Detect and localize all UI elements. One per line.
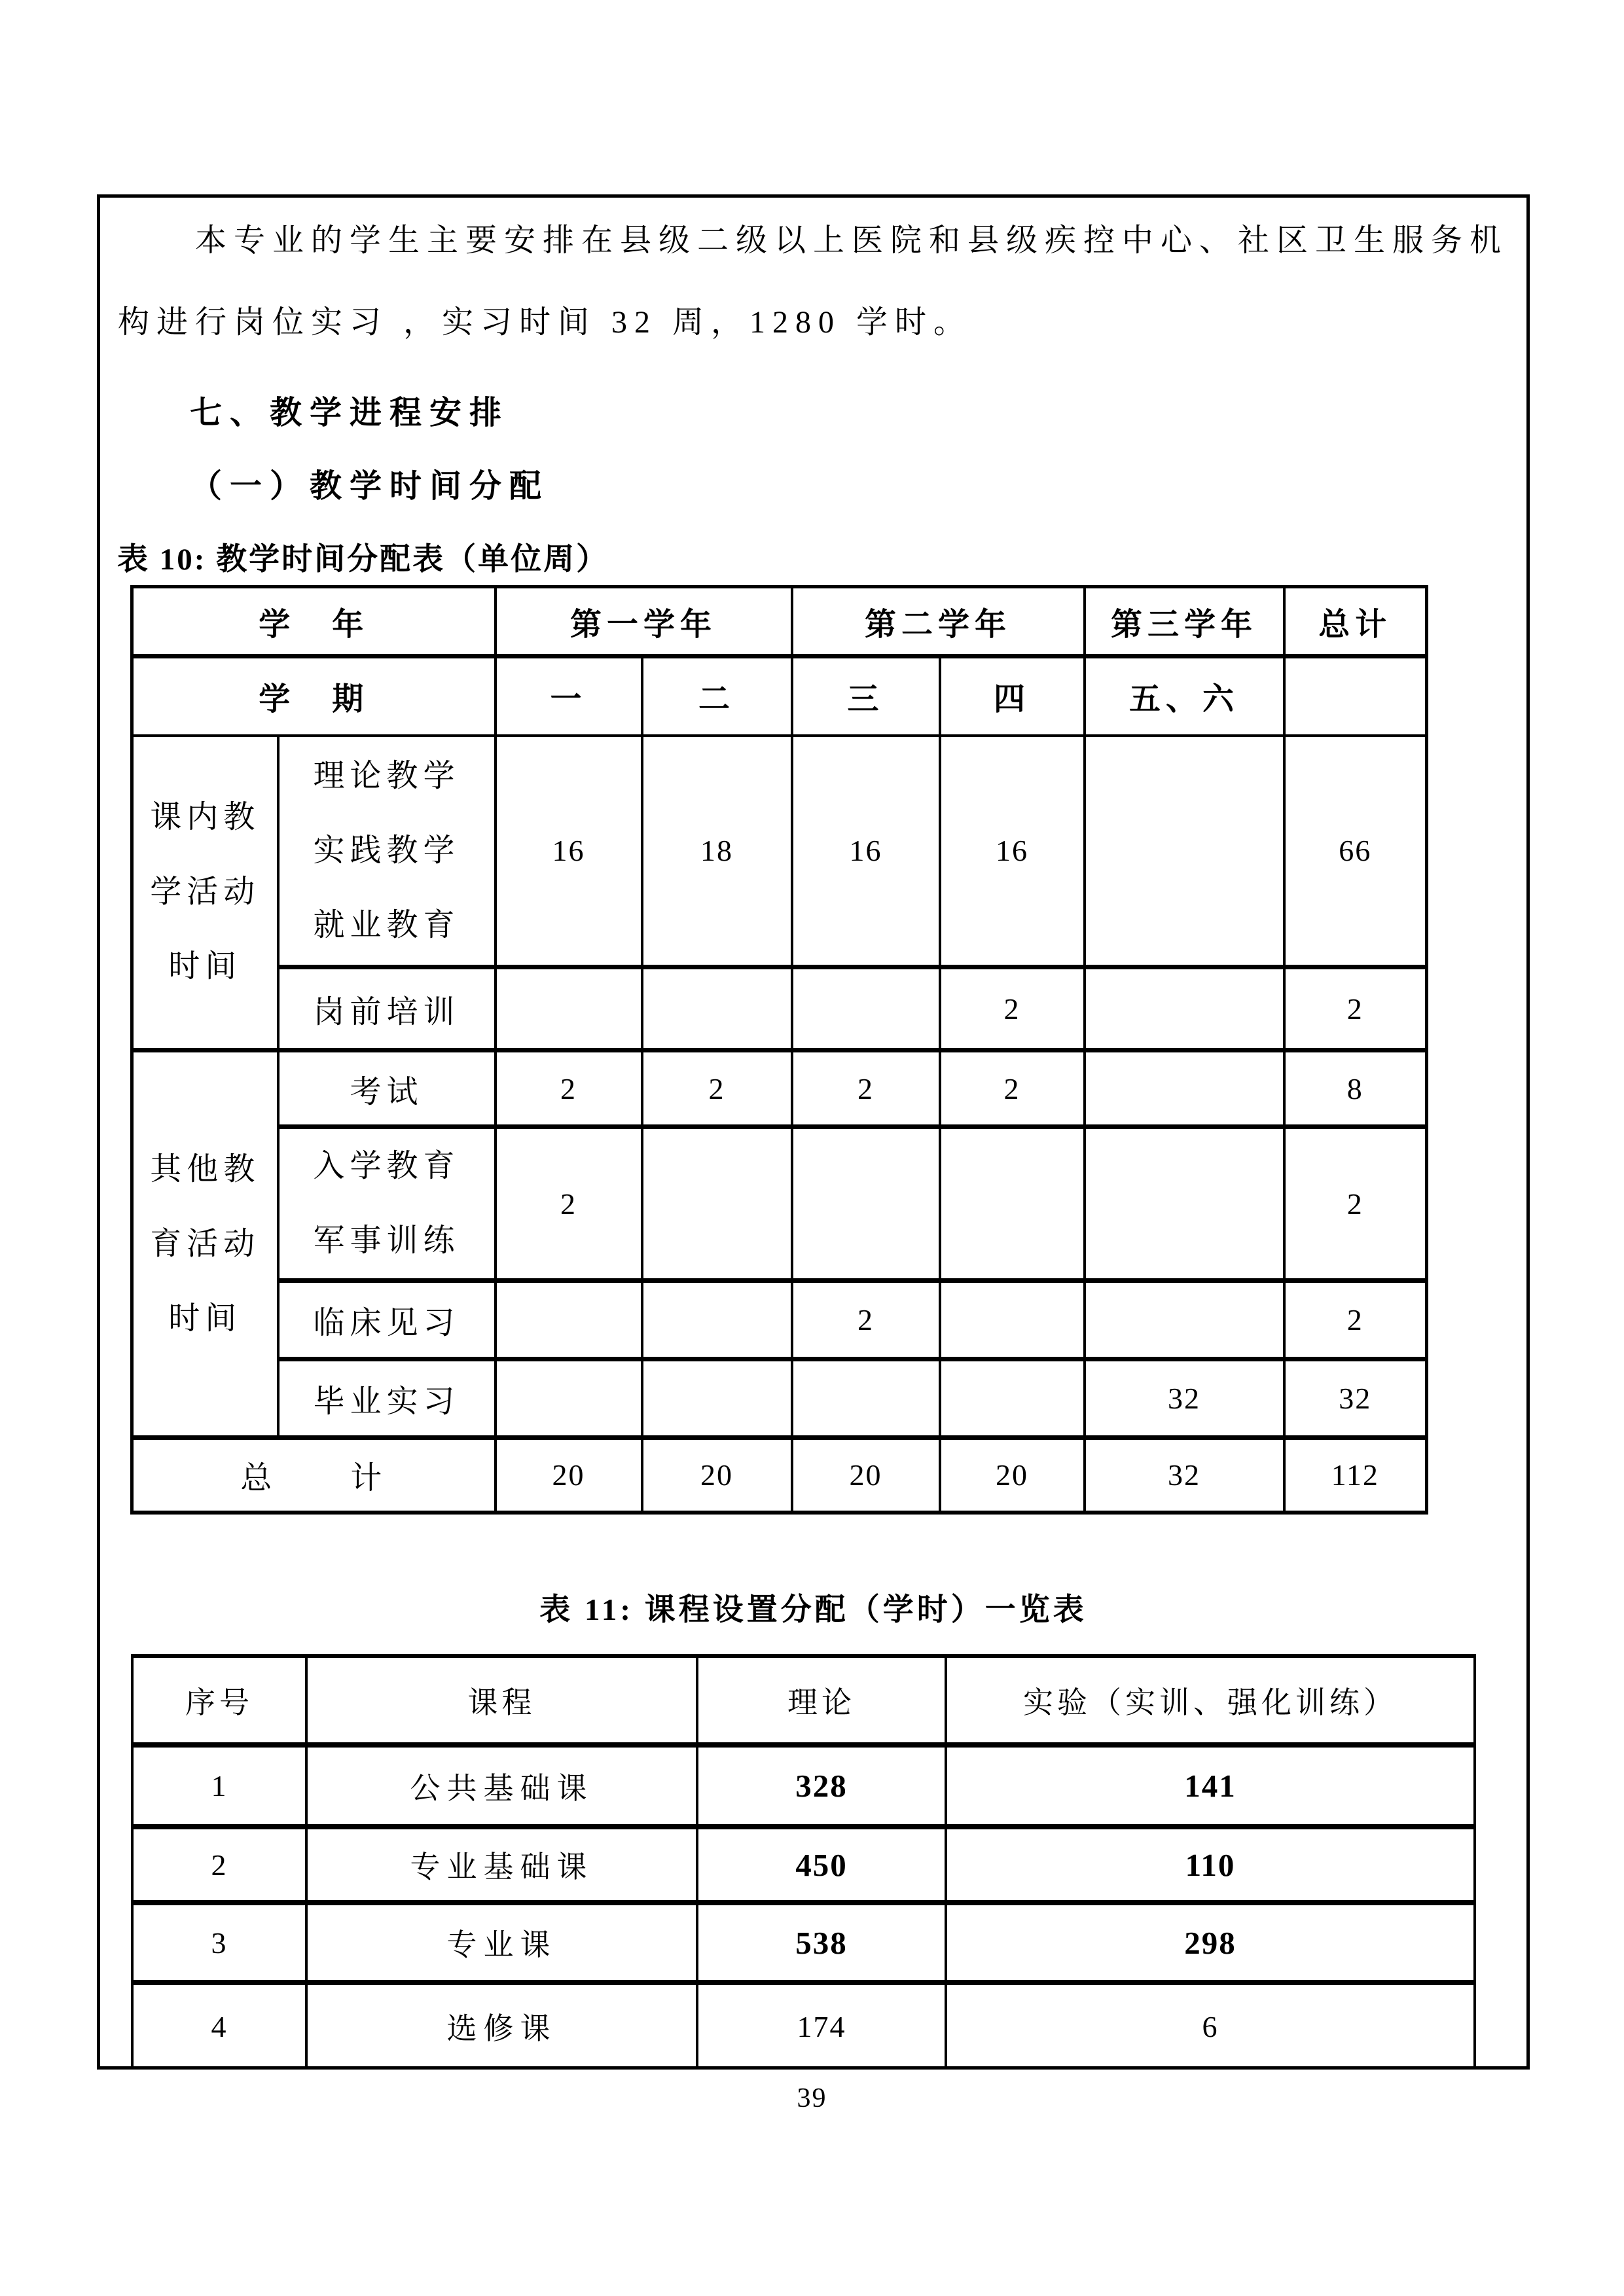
cell-practice-hours: 6	[946, 1982, 1475, 2068]
cell-value: 20	[792, 1438, 940, 1513]
cell-index: 4	[132, 1982, 306, 2068]
cell-value: 32	[1085, 1438, 1284, 1513]
cell-value	[940, 1127, 1085, 1281]
label-line: 理论教学	[313, 758, 460, 793]
cell-index: 1	[132, 1745, 306, 1827]
cell-value	[1085, 1127, 1284, 1281]
cell-value: 2	[496, 1127, 642, 1281]
cell-value: 32	[1085, 1359, 1284, 1438]
table-row	[132, 1982, 1475, 2068]
cell-value: 2	[940, 967, 1085, 1050]
cell-value	[1085, 1050, 1284, 1127]
cell-value: 16	[792, 736, 940, 967]
header-term-4: 四	[940, 656, 1085, 736]
header-course: 课程	[306, 1656, 697, 1745]
row-label-clinical: 临床见习	[278, 1281, 496, 1359]
cell-value	[1085, 736, 1284, 967]
row-label-teaching	[278, 736, 496, 967]
header-term-label: 学 期	[132, 656, 496, 736]
cell-practice-hours: 298	[946, 1903, 1475, 1982]
cell-practice-hours: 110	[946, 1827, 1475, 1903]
cell-value	[792, 967, 940, 1050]
cell-value: 32	[1284, 1359, 1427, 1438]
table-row	[132, 736, 1427, 967]
cell-value	[940, 1281, 1085, 1359]
cell-value: 112	[1284, 1438, 1427, 1513]
table-row	[132, 1359, 1427, 1438]
header-year-label: 学 年	[132, 587, 496, 656]
label-line: 就业教育	[313, 907, 460, 942]
cell-value	[642, 967, 792, 1050]
label-line: 入学教育	[313, 1149, 460, 1183]
cell-value: 18	[642, 736, 792, 967]
cell-value	[642, 1127, 792, 1281]
table-row	[132, 1281, 1427, 1359]
table-row	[132, 1127, 1427, 1281]
cell-value: 16	[940, 736, 1085, 967]
group-line: 时间	[168, 1300, 242, 1336]
cell-course: 专业课	[306, 1903, 697, 1982]
table-row	[132, 1050, 1427, 1127]
header-index: 序号	[132, 1656, 306, 1745]
header-theory: 理论	[697, 1656, 946, 1745]
table-row	[132, 587, 1427, 656]
row-label-graduation-internship: 毕业实习	[278, 1359, 496, 1438]
cell-index: 3	[132, 1903, 306, 1982]
row-label-grand-total: 总 计	[132, 1438, 496, 1513]
cell-value: 2	[1284, 1127, 1427, 1281]
table-row	[132, 967, 1427, 1050]
cell-value: 20	[642, 1438, 792, 1513]
row-label-pre-job-training: 岗前培训	[278, 967, 496, 1050]
cell-course: 专业基础课	[306, 1827, 697, 1903]
cell-value: 20	[940, 1438, 1085, 1513]
cell-theory-hours: 328	[697, 1745, 946, 1827]
cell-course: 选修课	[306, 1982, 697, 2068]
table10-caption: 表 10: 教学时间分配表（单位周）	[117, 543, 609, 577]
table-row	[132, 1745, 1475, 1827]
group-line: 育活动	[150, 1226, 261, 1261]
header-year-3: 第三学年	[1085, 587, 1284, 656]
cell-value: 16	[496, 736, 642, 967]
header-term-5-6: 五、六	[1085, 656, 1284, 736]
group-line: 其他教	[150, 1151, 261, 1187]
table10-teaching-time-allocation	[130, 585, 1428, 1515]
cell-value: 2	[496, 1050, 642, 1127]
group-other-education-time	[132, 1050, 278, 1438]
cell-value	[496, 1281, 642, 1359]
subsection-heading: （一）教学时间分配	[190, 468, 550, 504]
cell-theory-hours: 538	[697, 1903, 946, 1982]
intro-paragraph-line-2: 构进行岗位实习 ，实习时间 32 周，1280 学时。	[118, 305, 973, 340]
cell-value: 2	[792, 1281, 940, 1359]
group-line: 学活动	[150, 874, 261, 910]
cell-value: 66	[1284, 736, 1427, 967]
cell-value	[496, 967, 642, 1050]
label-line: 实践教学	[313, 833, 460, 868]
cell-practice-hours: 141	[946, 1745, 1475, 1827]
cell-value	[1085, 1281, 1284, 1359]
header-year-1: 第一学年	[496, 587, 792, 656]
cell-value: 8	[1284, 1050, 1427, 1127]
cell-theory-hours: 450	[697, 1827, 946, 1903]
cell-index: 2	[132, 1827, 306, 1903]
cell-value: 2	[792, 1050, 940, 1127]
cell-course: 公共基础课	[306, 1745, 697, 1827]
row-label-enrollment-military	[278, 1127, 496, 1281]
label-line: 军事训练	[313, 1223, 460, 1258]
header-total-empty	[1284, 656, 1427, 736]
header-term-3: 三	[792, 656, 940, 736]
table-row	[132, 1438, 1427, 1513]
row-label-exam: 考试	[278, 1050, 496, 1127]
header-practice: 实验（实训、强化训练）	[946, 1656, 1475, 1745]
header-year-2: 第二学年	[792, 587, 1085, 656]
cell-value	[940, 1359, 1085, 1438]
cell-value	[792, 1127, 940, 1281]
group-in-class-teaching-time	[132, 736, 278, 1050]
group-line: 时间	[168, 949, 242, 984]
table11-course-hours	[131, 1654, 1476, 2068]
cell-value	[496, 1359, 642, 1438]
header-term-1: 一	[496, 656, 642, 736]
cell-theory-hours: 174	[697, 1982, 946, 2068]
table11-caption: 表 11: 课程设置分配（学时）一览表	[539, 1593, 1087, 1627]
table-row	[132, 656, 1427, 736]
header-total: 总计	[1284, 587, 1427, 656]
cell-value	[642, 1359, 792, 1438]
table-row	[132, 1903, 1475, 1982]
cell-value	[1085, 967, 1284, 1050]
intro-paragraph-line-1: 本专业的学生主要安排在县级二级以上医院和县级疾控中心、社区卫生服务机	[195, 223, 1509, 258]
section-heading: 七、教学进程安排	[190, 395, 510, 431]
cell-value: 2	[940, 1050, 1085, 1127]
table-row	[132, 1656, 1475, 1745]
cell-value	[792, 1359, 940, 1438]
table-row	[132, 1827, 1475, 1903]
cell-value: 20	[496, 1438, 642, 1513]
group-line: 课内教	[150, 800, 261, 835]
header-term-2: 二	[642, 656, 792, 736]
cell-value	[642, 1281, 792, 1359]
cell-value: 2	[1284, 1281, 1427, 1359]
cell-value: 2	[1284, 967, 1427, 1050]
page-number: 39	[797, 2083, 827, 2113]
cell-value: 2	[642, 1050, 792, 1127]
